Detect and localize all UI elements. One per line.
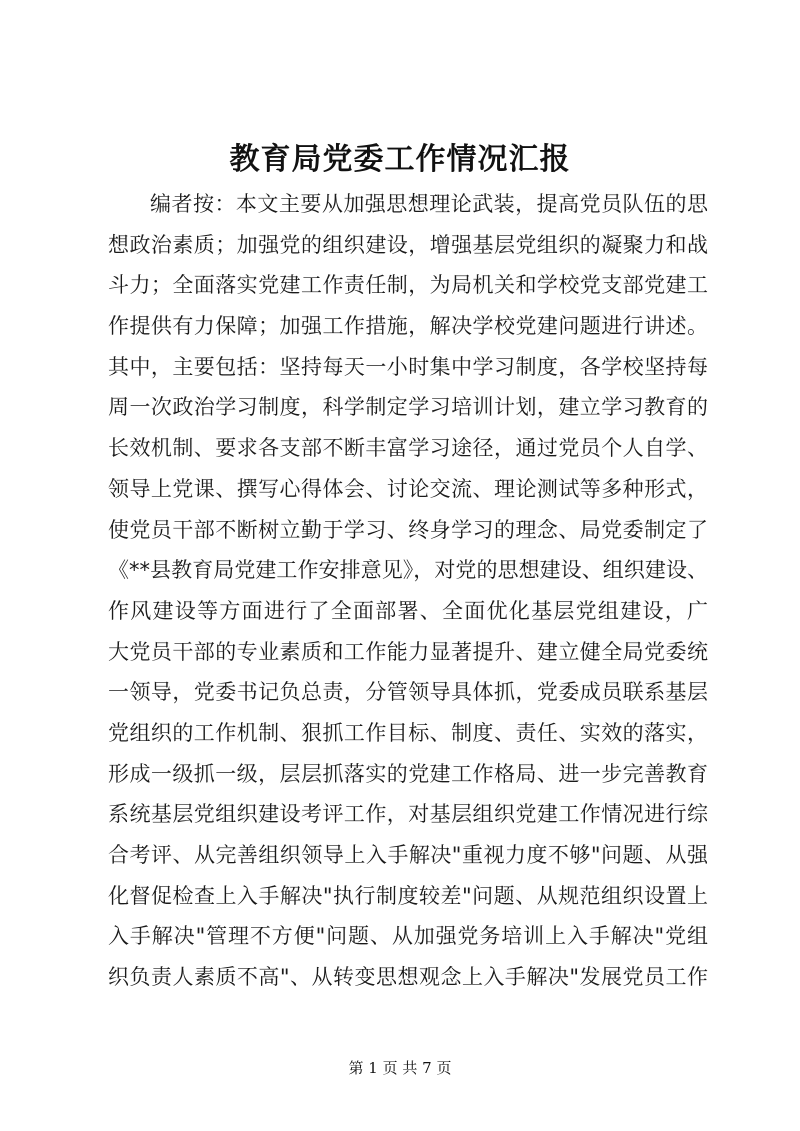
- body-line: 周一次政治学习制度，科学制定学习培训计划，建立学习教育的: [108, 395, 708, 420]
- body-line: 领导上党课、撰写心得体会、讨论交流、理论测试等多种形式，: [108, 476, 708, 501]
- body-line: 其中，主要包括：坚持每天一小时集中学习制度，各学校坚持每: [108, 354, 708, 379]
- body-line: 作提供有力保障；加强工作措施，解决学校党建问题进行讲述。: [108, 314, 708, 339]
- body-line: 化督促检查上入手解决"执行制度较差"问题、从规范组织设置上: [108, 883, 708, 908]
- document-title: 教育局党委工作情况汇报: [229, 142, 571, 177]
- body-line: 党组织的工作机制、狠抓工作目标、制度、责任、实效的落实，: [108, 720, 708, 745]
- body-line: 入手解决"管理不方便"问题、从加强党务培训上入手解决"党组: [108, 924, 708, 949]
- body-line: 系统基层党组织建设考评工作，对基层组织党建工作情况进行综: [108, 802, 708, 827]
- body-line: 长效机制、要求各支部不断丰富学习途径，通过党员个人自学、: [108, 436, 708, 461]
- page-number: 第 1 页 共 7 页: [348, 1059, 452, 1077]
- body-line: 斗力；全面落实党建工作责任制，为局机关和学校党支部党建工: [108, 273, 708, 298]
- document-body: [108, 184, 708, 998]
- body-line: 编者按：本文主要从加强思想理论武装，提高党员队伍的思: [150, 192, 708, 216]
- body-line: 形成一级抓一级，层层抓落实的党建工作格局、进一步完善教育: [108, 761, 708, 786]
- body-line: 使党员干部不断树立勤于学习、终身学习的理念、局党委制定了: [108, 517, 708, 542]
- body-line: 一领导，党委书记负总责，分管领导具体抓，党委成员联系基层: [108, 680, 708, 705]
- body-line: 大党员干部的专业素质和工作能力显著提升、建立健全局党委统: [108, 639, 708, 664]
- body-line: 合考评、从完善组织领导上入手解决"重视力度不够"问题、从强: [108, 843, 708, 867]
- body-line: 织负责人素质不高"、从转变思想观念上入手解决"发展党员工作: [108, 965, 708, 990]
- body-line: 作风建设等方面进行了全面部署、全面优化基层党组建设，广: [108, 598, 708, 623]
- body-line: 《**县教育局党建工作安排意见》，对党的思想建设、组织建设、: [108, 558, 708, 583]
- body-line: 想政治素质；加强党的组织建设，增强基层党组织的凝聚力和战: [108, 232, 708, 257]
